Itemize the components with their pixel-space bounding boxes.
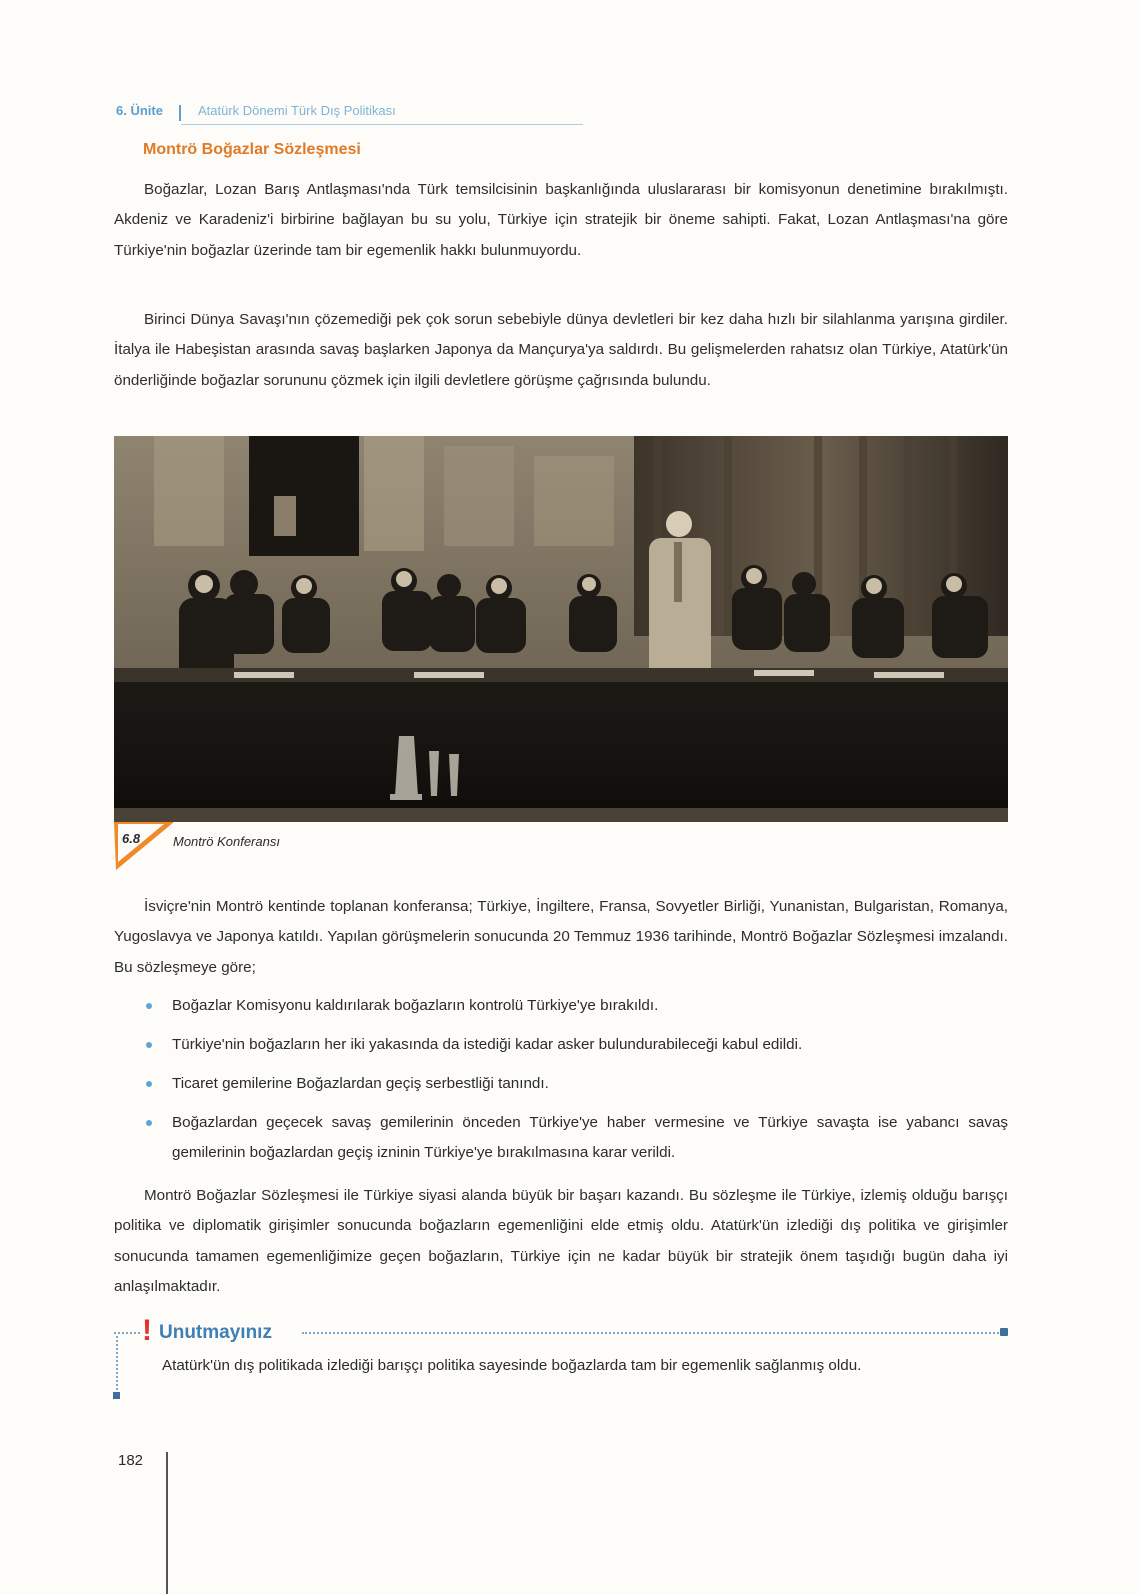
list-item: Boğazlardan geçecek savaş gemilerinin önceden Türkiye'ye haber vermesine ve Türkiye savaşta ise yabancı savaş gemilerinin boğazlardan geçiş izninin Türkiye'ye bırakılmasına karar verildi. [146, 1108, 1008, 1168]
unit-topic: Atatürk Dönemi Türk Dış Politikası [198, 103, 396, 118]
list-item: Ticaret gemilerine Boğazlardan geçiş serbestliği tanındı. [146, 1069, 1008, 1099]
figure-number: 6.8 [122, 831, 141, 846]
bullet-icon [146, 1003, 152, 1009]
reminder-dotline-right [302, 1332, 1002, 1334]
reminder-text-body: Atatürk'ün dış politikada izlediği barışçı politika sayesinde boğazlarda tam bir egemenlik sağlanmış oldu. [162, 1357, 862, 1374]
treaty-terms-list [146, 991, 1008, 1177]
reminder-dotline-left [114, 1332, 140, 1334]
page-header [116, 103, 1016, 127]
paragraph-conclusion [114, 1181, 1008, 1303]
paragraph-conference [114, 892, 1008, 983]
paragraph-background-text: Birinci Dünya Savaşı'nın çözemediği pek çok sorun sebebiyle dünya devletleri bir kez daha hızlı bir silahlanma yarışına girdiler. İtalya ile Habeşistan arasında savaş başlarken Japonya da Mançurya'ya saldırdı. Bu gelişmelerden rahatsız olan Türkiye, Atatürk'ün önderliğinde boğazlar sorununu çözmek için ilgili devletlere görüşme çağrısında bulundu. [114, 311, 1008, 389]
reminder-title: Unutmayınız [159, 1322, 272, 1343]
unit-label: 6. Ünite [116, 103, 163, 118]
paragraph-conference-text: İsviçre'nin Montrö kentinde toplanan konferansa; Türkiye, İngiltere, Fransa, Sovyetler Birliği, Yunanistan, Bulgaristan, Romanya, Yugoslavya ve Japonya katıldı. Yapılan görüşmelerin sonucunda 20 Temmuz 1936 tarihinde, Montrö Boğazlar Sözleşmesi imzalandı. Bu sözleşmeye göre; [114, 898, 1008, 976]
list-item: Boğazlar Komisyonu kaldırılarak boğazların kontrolü Türkiye'ye bırakıldı. [146, 991, 1008, 1021]
reminder-header [114, 1314, 1012, 1348]
list-item: Türkiye'nin boğazların her iki yakasında da istediği kadar asker bulundurabileceği kabul edildi. [146, 1030, 1008, 1060]
page-number: 182 [118, 1452, 144, 1469]
figure-caption: Montrö Konferansı [173, 834, 280, 849]
reminder-end-marker [1000, 1328, 1008, 1336]
paragraph-intro-text: Boğazlar, Lozan Barış Antlaşması'nda Türk temsilcisinin başkanlığında uluslararası bir komisyonun denetimine bırakılmıştı. Akdeniz ve Karadeniz'i birbirine bağlayan bu su yolu, Türkiye için stratejik bir öneme sahipti. Fakat, Lozan Antlaşması'na göre Türkiye'nin boğazlar üzerinde tam bir egemenlik hakkı bulunmuyordu. [114, 181, 1008, 259]
paragraph-background [114, 305, 1008, 396]
reminder-bottom-marker [113, 1392, 120, 1399]
section-title: Montrö Boğazlar Sözleşmesi [143, 141, 361, 158]
reminder-text [134, 1350, 1008, 1381]
header-divider [179, 105, 181, 121]
paragraph-intro [114, 175, 1008, 266]
figure-number-badge [114, 822, 176, 870]
bullet-icon [146, 1120, 152, 1126]
exclamation-icon: ! [142, 1314, 152, 1347]
paragraph-conclusion-text: Montrö Boğazlar Sözleşmesi ile Türkiye siyasi alanda büyük bir başarı kazandı. Bu sözleşme ile Türkiye, izlemiş olduğu barışçı politika ve diplomatik girişimler sonucunda boğazların egemenliğini elde etmiş oldu. Atatürk'ün izlediği dış politika ve girişimler sonucunda tamamen egemenliğimize geçen boğazların, Türkiye için ne kadar büyük bir stratejik önem taşıdığı bugün daha iyi anlaşılmaktadır. [114, 1187, 1008, 1296]
header-underline [181, 124, 583, 125]
bullet-icon [146, 1081, 152, 1087]
reminder-side-line [116, 1336, 118, 1390]
bullet-icon [146, 1042, 152, 1048]
montreux-conference-photo [114, 436, 1008, 822]
page-margin-line [166, 1452, 168, 1594]
